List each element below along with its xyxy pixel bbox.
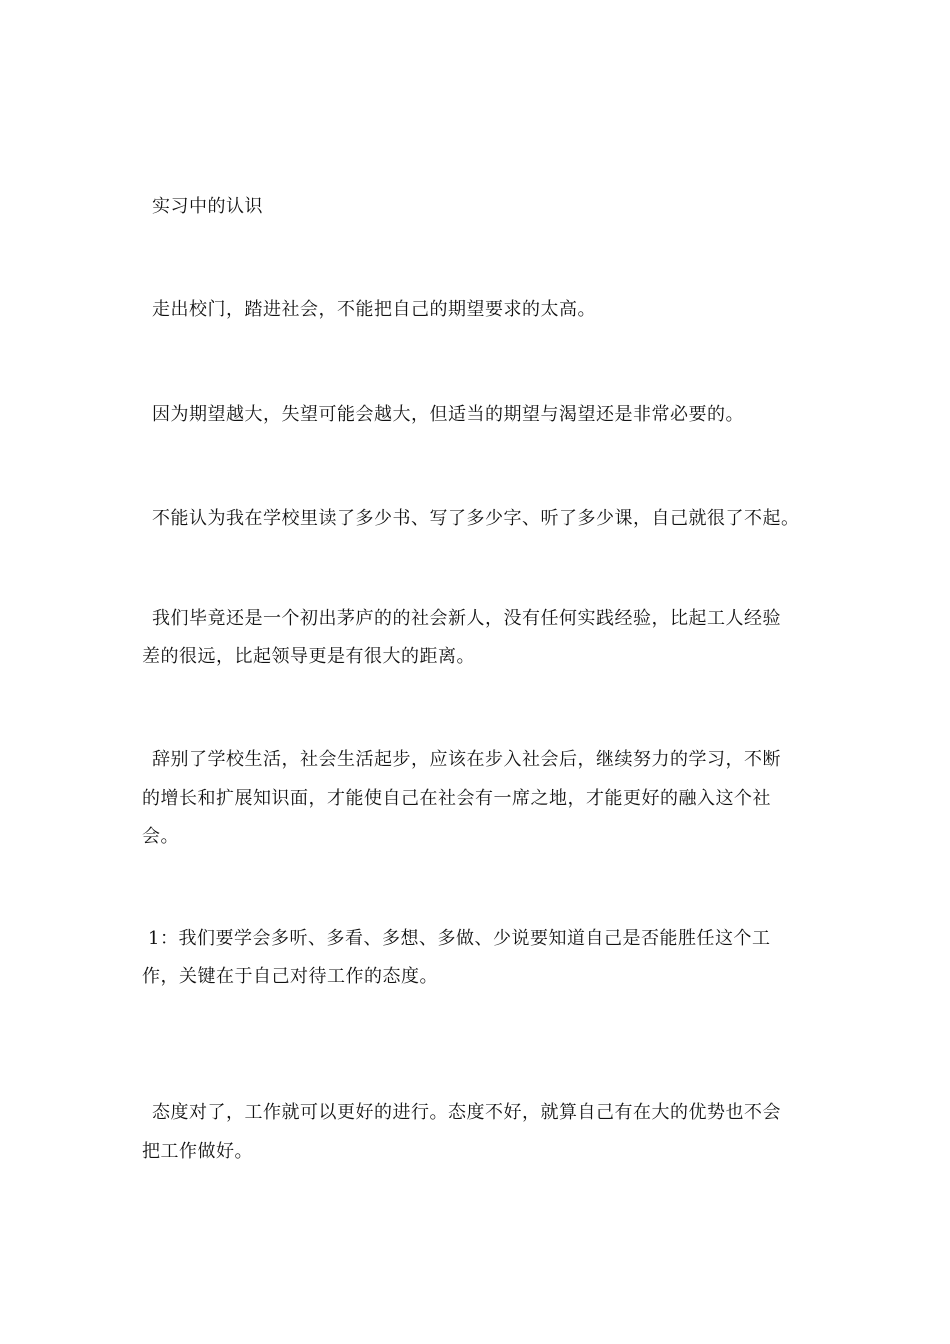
paragraph-line: 不能认为我在学校里读了多少书、写了多少字、听了多少课，自己就很了不起。 <box>152 508 800 529</box>
paragraph-line: 走出校门，踏进社会，不能把自己的期望要求的太高。 <box>152 299 596 320</box>
document-title: 实习中的认识 <box>152 196 263 217</box>
paragraph-line: 会。 <box>142 826 179 847</box>
paragraph-line: 我们毕竟还是一个初出茅庐的的社会新人，没有任何实践经验，比起工人经验 <box>152 608 781 629</box>
paragraph-line: 的增长和扩展知识面，才能使自己在社会有一席之地，才能更好的融入这个社 <box>142 788 771 809</box>
paragraph-line: 把工作做好。 <box>142 1141 253 1162</box>
paragraph-line: 1：我们要学会多听、多看、多想、多做、少说要知道自己是否能胜任这个工 <box>148 928 771 949</box>
paragraph-line: 作，关键在于自己对待工作的态度。 <box>142 966 438 987</box>
paragraph-line: 差的很远，比起领导更是有很大的距离。 <box>142 646 475 667</box>
paragraph-line: 辞别了学校生活，社会生活起步，应该在步入社会后，继续努力的学习，不断 <box>152 749 781 770</box>
paragraph-line: 态度对了，工作就可以更好的进行。态度不好，就算自己有在大的优势也不会 <box>152 1102 781 1123</box>
paragraph-line: 因为期望越大，失望可能会越大，但适当的期望与渴望还是非常必要的。 <box>152 404 744 425</box>
